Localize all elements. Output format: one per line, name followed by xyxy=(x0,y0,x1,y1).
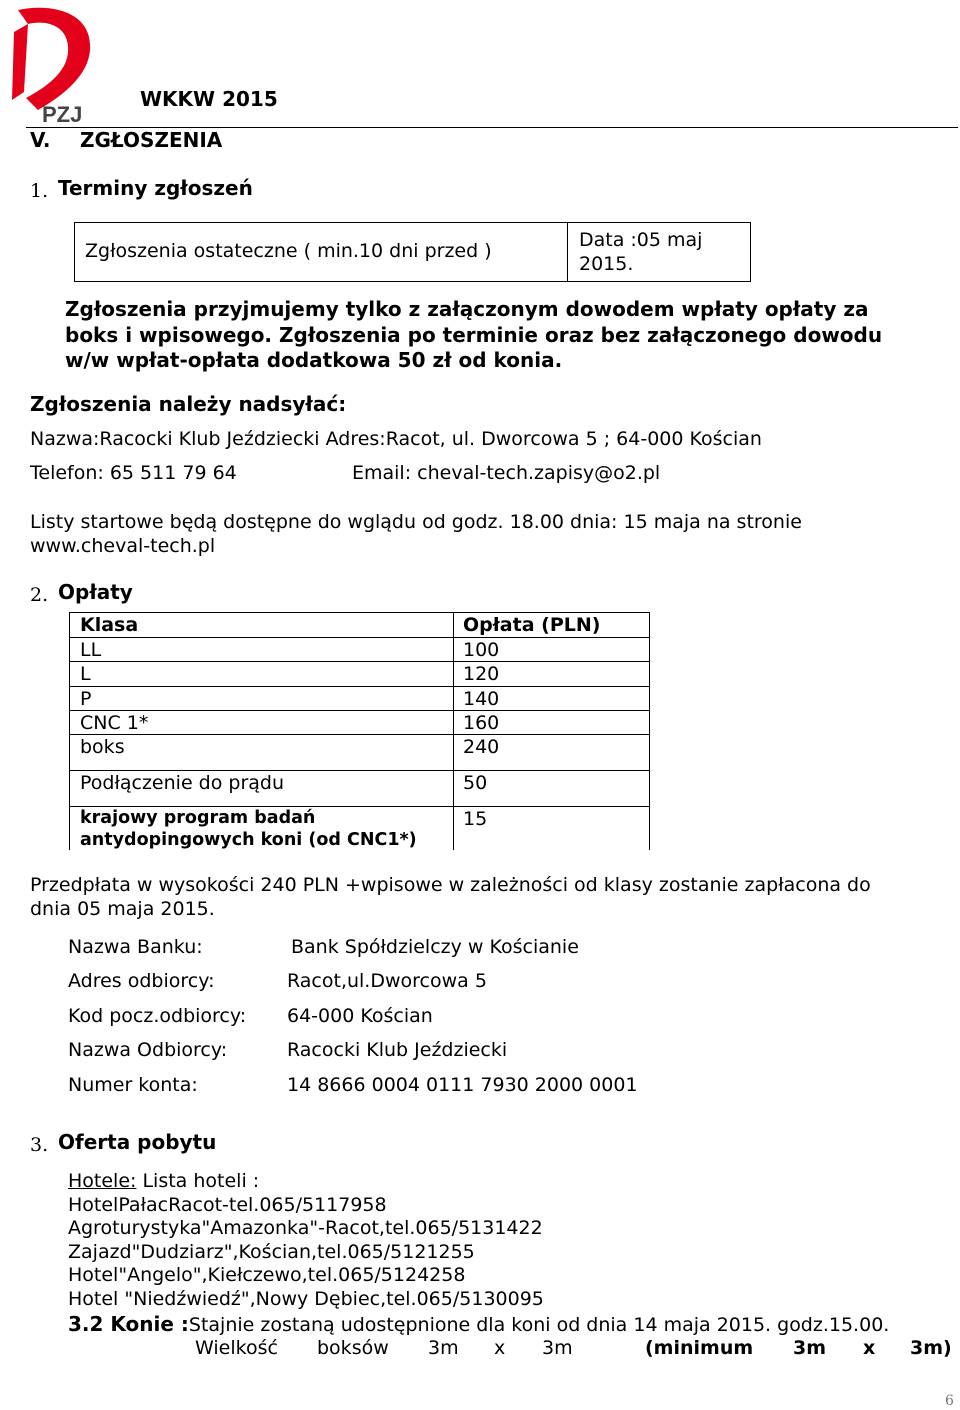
horses-line-1 xyxy=(68,1312,889,1336)
fee-power-value: 50 xyxy=(463,772,488,794)
fee-doping-value: 15 xyxy=(463,808,488,830)
hotels-heading xyxy=(68,1170,259,1192)
box-minimum-word: 3m xyxy=(793,1337,827,1359)
box-minimum-word: 3m) xyxy=(910,1337,952,1359)
hotel-item: Zajazd"Dudziarz",Kościan,tel.065/5121255 xyxy=(68,1241,475,1263)
hotel-item: Hotel "Niedźwiedź",Nowy Dębiec,tel.065/5130095 xyxy=(68,1288,544,1310)
subsection-2-title: Opłaty xyxy=(58,580,133,604)
fee-row-value: 120 xyxy=(463,663,500,685)
fees-header-fee: Opłata (PLN) xyxy=(463,614,601,636)
page-number: 6 xyxy=(945,1393,954,1409)
notice-line-3: w/w wpłat-opłata dodatkowa 50 zł od konia. xyxy=(65,348,563,372)
bank-label: Nazwa Odbiorcy: xyxy=(68,1039,228,1061)
section-title: ZGŁOSZENIA xyxy=(80,128,223,152)
bank-value: Racot,ul.Dworcowa 5 xyxy=(287,970,487,992)
fee-row-value: 240 xyxy=(463,736,500,758)
fee-row-class: CNC 1* xyxy=(80,712,149,734)
fees-header-class: Klasa xyxy=(80,614,139,636)
subsection-1-number: 1. xyxy=(30,180,49,202)
box-size-word: 3m xyxy=(428,1337,459,1359)
box-size-word: 3m xyxy=(542,1337,573,1359)
fee-doping-cell xyxy=(70,806,449,849)
notice-line-1: Zgłoszenia przyjmujemy tylko z załączonym dowodem wpłaty opłaty za xyxy=(65,297,869,321)
deadline-date-line1: Data :05 maj xyxy=(579,229,703,251)
fee-power-label: Podłączenie do prądu xyxy=(80,772,285,794)
subsection-2-number: 2. xyxy=(30,584,49,606)
box-size-word: Wielkość xyxy=(195,1337,278,1359)
fee-row-value: 160 xyxy=(463,712,500,734)
hotel-item: HotelPałacRacot-tel.065/5117958 xyxy=(68,1194,387,1216)
bank-value: Bank Spółdzielczy w Kościanie xyxy=(291,936,579,958)
send-address: Nazwa:Racocki Klub Jeździecki Adres:Racot, ul. Dworcowa 5 ; 64-000 Kościan xyxy=(30,428,762,450)
lists-line-1: Listy startowe będą dostępne do wglądu od godz. 18.00 dnia: 15 maja na stronie xyxy=(30,511,802,533)
bank-label: Adres odbiorcy: xyxy=(68,970,215,992)
send-phone: Telefon: 65 511 79 64 xyxy=(30,462,237,484)
fee-row-class: L xyxy=(80,663,91,685)
deadline-label: Zgłoszenia ostateczne ( min.10 dni przed ) xyxy=(85,240,492,262)
fee-doping-line-1: krajowy program badań xyxy=(80,808,316,828)
send-email: Email: cheval-tech.zapisy@o2.pl xyxy=(352,462,661,484)
box-size-word: x xyxy=(494,1337,506,1359)
subsection-3-title: Oferta pobytu xyxy=(58,1130,217,1154)
prepay-line-1: Przedpłata w wysokości 240 PLN +wpisowe w zależności od klasy zostanie zapłacona do xyxy=(30,874,871,896)
send-heading: Zgłoszenia należy nadsyłać: xyxy=(30,392,347,416)
section-number: V. xyxy=(30,128,51,152)
hotels-label-rest: Lista hoteli : xyxy=(136,1170,260,1192)
prepay-line-2: dnia 05 maja 2015. xyxy=(30,898,215,920)
fee-row-class: LL xyxy=(80,639,102,661)
box-size-word: boksów xyxy=(317,1337,389,1359)
document-title: WKKW 2015 xyxy=(140,87,278,111)
fee-row-class: P xyxy=(80,688,92,710)
logo-text: PZJ xyxy=(42,102,83,124)
bank-label: Numer konta: xyxy=(68,1074,198,1096)
horses-title: 3.2 Konie : xyxy=(68,1312,189,1336)
hotel-item: Agroturystyka"Amazonka"-Racot,tel.065/5131422 xyxy=(68,1217,543,1239)
horses-text: Stajnie zostaną udostępnione dla koni od dnia 14 maja 2015. godz.15.00. xyxy=(188,1314,890,1336)
fee-doping-line-2: antydopingowych koni (od CNC1*) xyxy=(80,830,417,849)
fee-row-value: 140 xyxy=(463,688,500,710)
bank-value: Racocki Klub Jeździecki xyxy=(287,1039,508,1061)
box-minimum-word: (minimum xyxy=(645,1337,754,1359)
hotels-label: Hotele: xyxy=(68,1170,137,1192)
deadline-date-line2: 2015. xyxy=(579,253,634,275)
fee-row-class: boks xyxy=(80,736,125,758)
bank-value: 64-000 Kościan xyxy=(287,1005,433,1027)
bank-account-number: 14 8666 0004 0111 7930 2000 0001 xyxy=(287,1074,638,1096)
notice-line-2: boks i wpisowego. Zgłoszenia po terminie oraz bez załączonego dowodu xyxy=(65,323,883,347)
hotel-item: Hotel"Angelo",Kiełczewo,tel.065/5124258 xyxy=(68,1264,466,1286)
fee-row-value: 100 xyxy=(463,639,500,661)
pzj-logo xyxy=(4,2,96,124)
subsection-1-title: Terminy zgłoszeń xyxy=(58,176,253,200)
lists-line-2: www.cheval-tech.pl xyxy=(30,535,216,557)
subsection-3-number: 3. xyxy=(30,1134,49,1156)
bank-label: Nazwa Banku: xyxy=(68,936,203,958)
bank-label: Kod pocz.odbiorcy: xyxy=(68,1005,247,1027)
box-minimum-word: x xyxy=(863,1337,876,1359)
